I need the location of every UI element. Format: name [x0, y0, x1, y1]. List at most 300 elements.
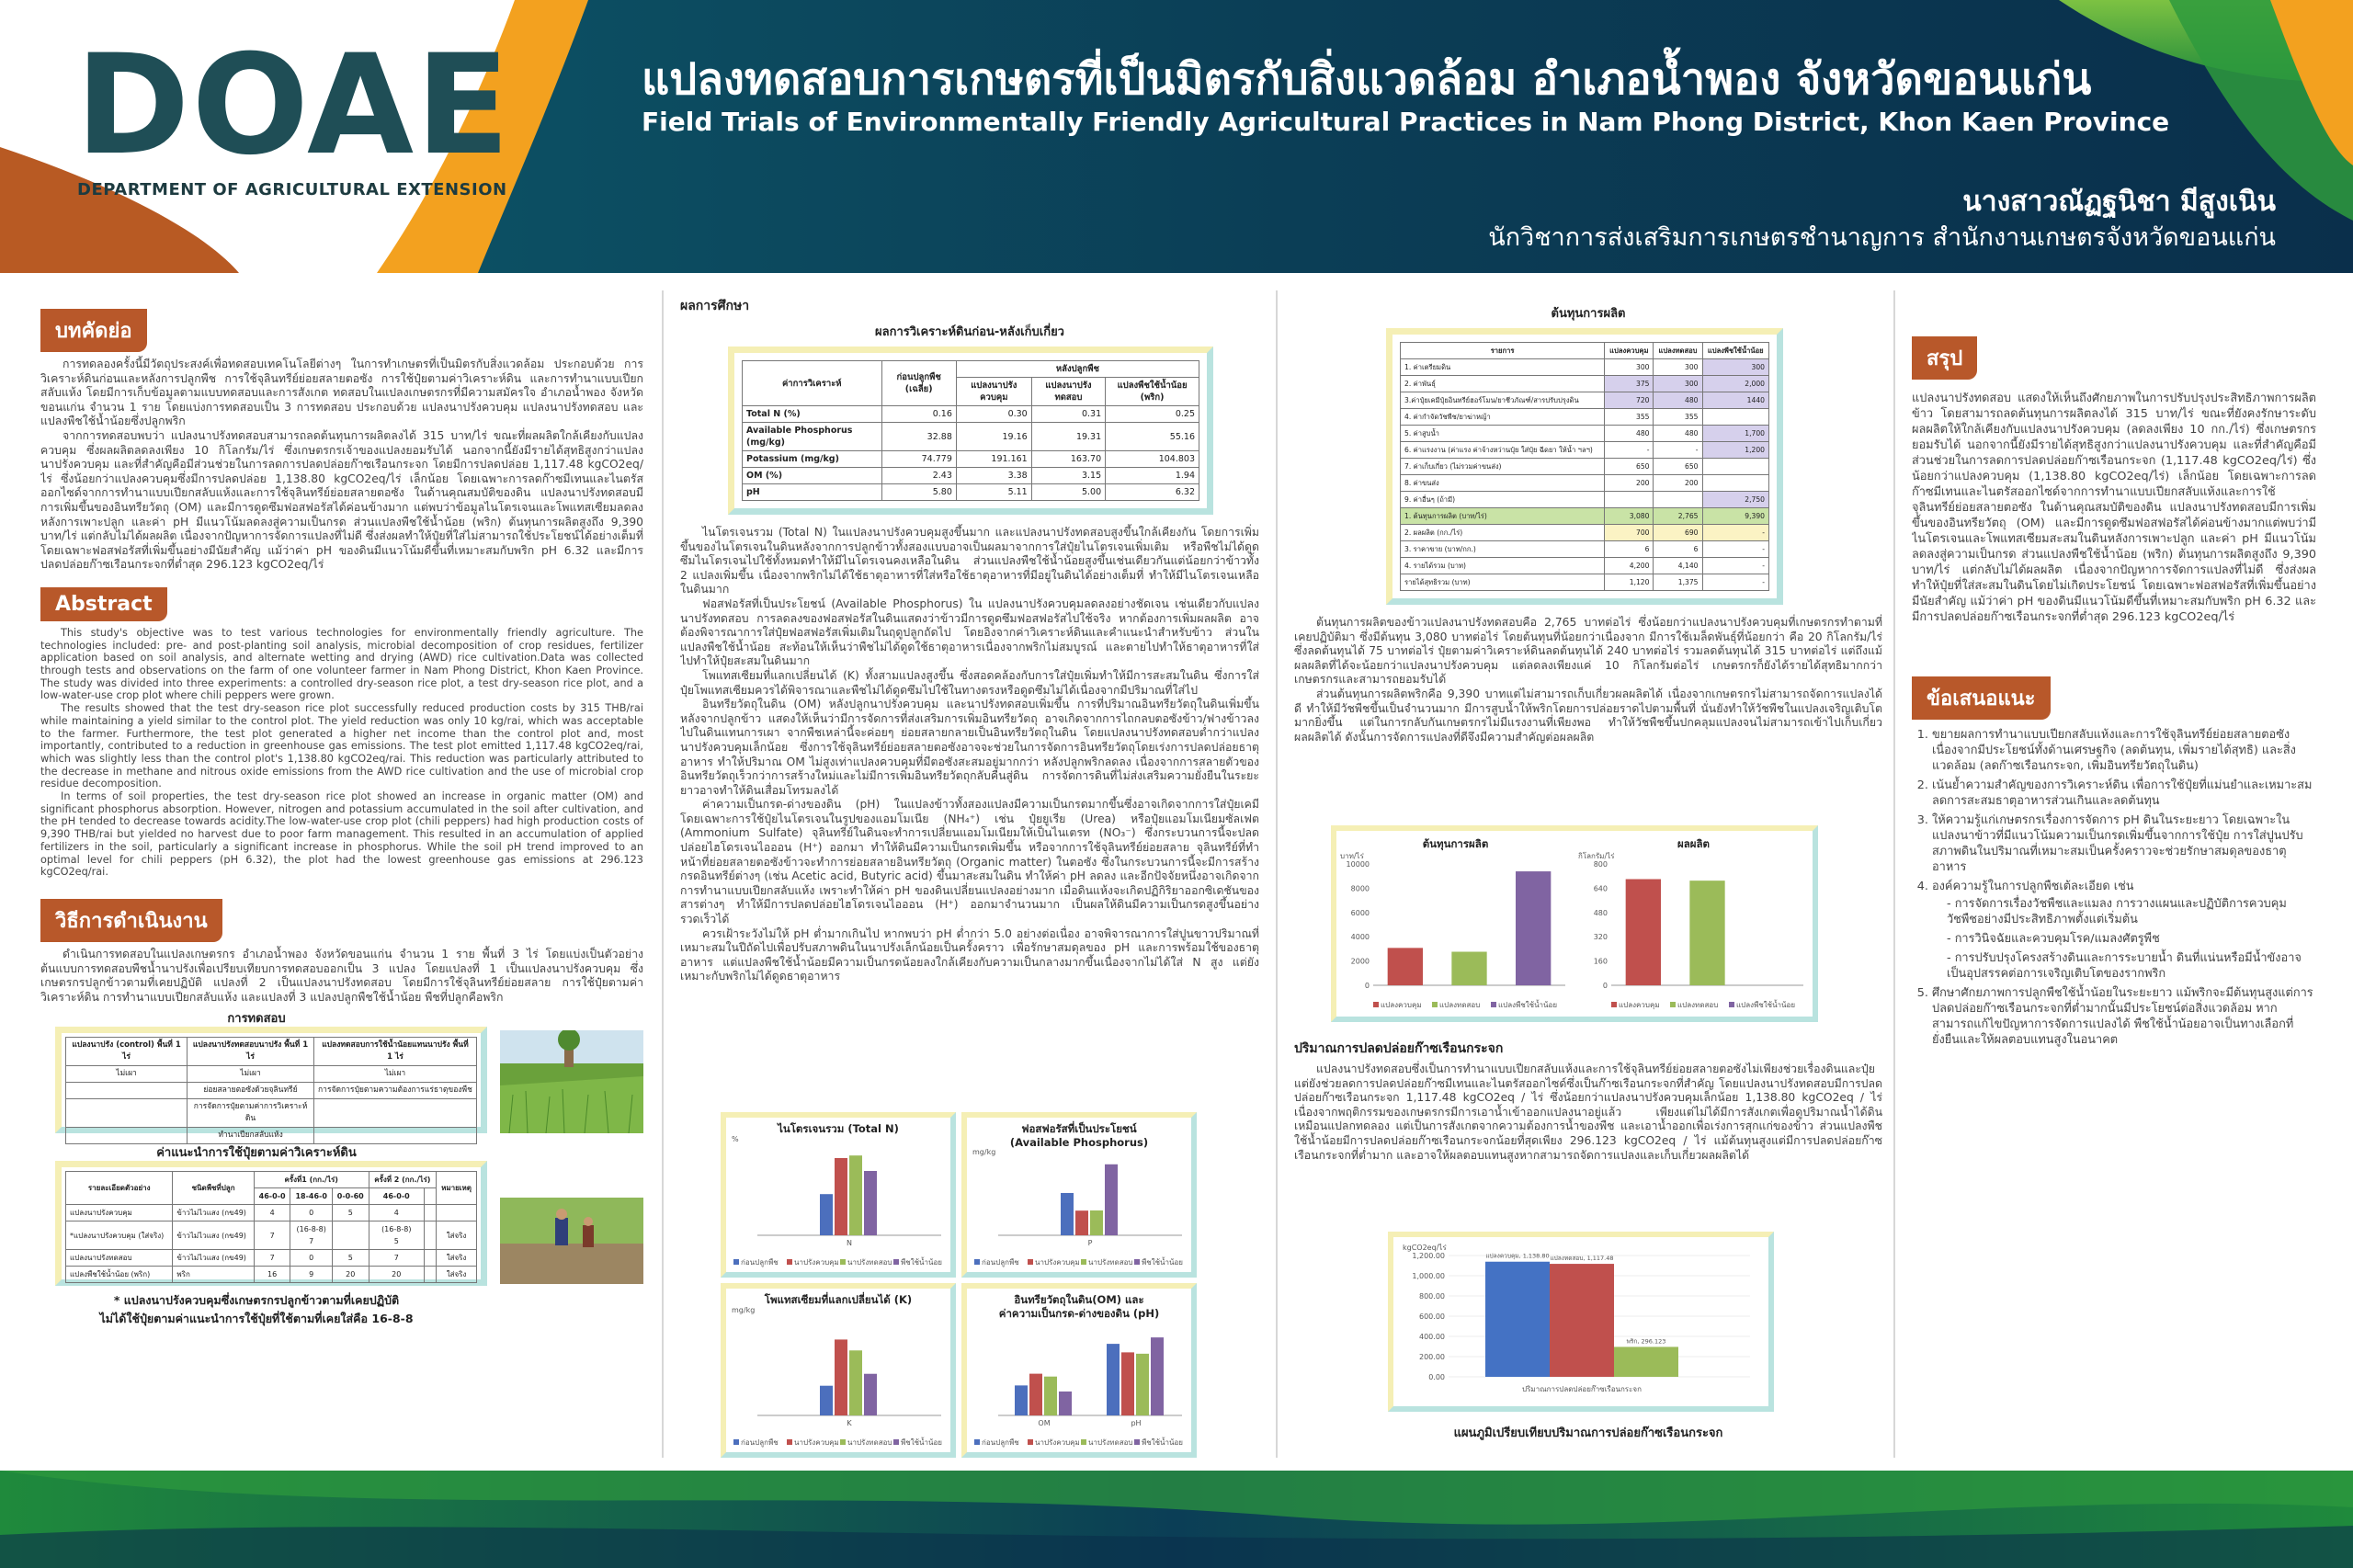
soil-table-frame — [728, 347, 1213, 515]
table-row — [1401, 541, 1769, 558]
cost-text-1: ต้นทุนการผลิตของข้าวแปลงนาปรังทดสอบคือ 2,765 บาทต่อไร่ ซึ่งน้อยกว่าแปลงนาปรังควบคุมที่เกษตรกรทำตามที่เคยปฏิบัติมา ซึ่งมีต้นทุน 3,080 บาทต่อไร่ โดยต้นทุนที่น้อยกว่าเนื่องจาก มีการใช้เมล็ดพันธุ์ที่น้อยกว่า คือ 20 กิโลกรัม/ไร่ ซึ่งลดต้นทุนได้ 75 บาทต่อไร่ ปุ๋ยตามค่าวิเคราะห์ดินลดต้นทุนได้ 240 บาทต่อไร่ รวมลดต้นทุนได้ 315 บาทต่อไร่ แต่ถึงแม้ผลผลิตที่ได้จะน้อยกว่าแปลงนาปรังควบคุม แต่ลดลงเพียงแค่ 10 กิโลกรัมต่อไร่ เกษตรกรก็ยังได้รายได้สุทธิมากกว่าเกษตรกรและสามารถยอมรับได้ — [1294, 616, 1882, 687]
y-tick-label: 200.00 — [1419, 1353, 1445, 1361]
fert-table-frame — [55, 1161, 487, 1286]
legend-swatch — [1373, 1002, 1379, 1007]
table-cell: 4,200 — [1605, 558, 1654, 574]
table-cell: 3.ค่าปุ๋ยเคมีปุ๋ยอินทรีย์ฮอร์โมน/ยาชีวภัณฑ์/สารปรับปรุงดิน — [1401, 392, 1605, 409]
table-row — [743, 484, 1199, 501]
recommendation-subitem: - การจัดการเรื่องวัชพืชและแมลง การวางแผนและปฏิบัติการควบคุมวัชพืชอย่างมีประสิทธิภาพตั้งแต่เริ่มต้น — [1947, 896, 2316, 927]
legend-swatch — [733, 1259, 739, 1265]
results-nitrogen-text: ไนโตรเจนรวม (Total N) ในแปลงนาปรังควบคุมสูงขึ้นมาก และแปลงนาปรังทดสอบสูงขึ้นใกล้เคียงกัน โดยการเพิ่มขึ้นของไนโตรเจนในดินหลังจากการปลูกข้าวทั้งสองแบบอาจเป็นผลมาจากการใส่ปุ๋ยไนโตรเจนเพิ่มเติม หรือพืชไม่ได้ดูดซึมไนโตรเจนไปใช้ทั้งหมดทำให้มีไนโตรเจนคงเหลือในดิน ส่วนแปลงพืชใช้น้ำน้อยสูงขึ้นเช่นเดียวกันแต่น้อยกว่าข้าวทั้ง 2 แปลงเพิ่มขึ้น เนื่องจากพริกไม่ได้ใช้ธาตุอาหารที่ใส่หรือใช้ธาตุอาหารที่มีอยู่ในดินได้อย่างเต็มที่ ทำให้มีไนโตรเจนเหลือในดินมาก — [680, 526, 1259, 597]
chart-bar — [1075, 1210, 1088, 1235]
abstract-th-p2: จากการทดสอบพบว่า แปลงนาปรังทดสอบสามารถลดต้นทุนการผลิตลงได้ 315 บาท/ไร่ ขณะที่ผลผลิตใกล้เคียงกับแปลงควบคุม ซึ่งผลผลิตลดลงเพียง 10 กิโลกรัม/ไร่ ซึ่งเกษตรกรเจ้าของแปลงยอมรับได้ นอกจากนี้ยังมีรายได้สุทธิสูงกว่าแปลงนาปรังควบคุม และที่สำคัญคือมีส่วนช่วยในการลดการปลดปล่อยก๊าซเรือนกระจก โดยมีการปลดปล่อย 1,117.48 kgCO2eq/ไร่ ซึ่งน้อยกว่าแปลงควบคุมซึ่งมีการปลดปล่อย 1,138.80 kgCO2eq/ไร่ เล็กน้อย โดยเฉพาะการลดก๊าซมีเทนและไนตรัสออกไซด์จากการทำนาแบบเปียกสลับแห้งและการใช้จุลินทรีย์ย่อยสลายตอซัง ในด้านคุณสมบัติของดิน แปลงนาปรังทดสอบมีการเพิ่มขึ้นของอินทรียวัตถุ (OM) และมีการดูดซึมฟอสฟอรัสได้ค่อนข้างมาก แต่พบว่าข้อมูลไนโตรเจนและโพแทสเซียมลดลงหลังการเพาะปลูก และค่า pH มีแนวโน้มลดลงสู่ความเป็นกรด ส่วนแปลงพืชใช้น้ำน้อย (พริก) ต้นทุนการผลิตสูงถึง 9,390 บาท/ไร่ แต่กลับไม่ได้ผลผลิต เนื่องจากปัญหาการจัดการแปลงที่ไม่ดี ซึ่งส่งผลทำให้ปุ๋ยที่ใส่ไม่สามารถใช้ประโยชน์ได้อย่างเต็มที่ โดยเฉพาะฟอสฟอรัสที่เพิ่มขึ้นอย่างมีนัยสำคัญ แม้ว่าค่า pH ของดินมีแนวโน้มดีขึ้นที่เหมาะสมกับพริก pH 6.32 และมีการปลดปล่อยก๊าซเรือนกระจกที่ต่ำสุด 296.123 kgCO2eq/ไร่ — [40, 428, 643, 572]
table-cell: 1,200 — [1702, 442, 1769, 459]
table-cell: พริก — [173, 1267, 254, 1283]
table-cell: ย่อยสลายตอซังด้วยจุลินทรีย์ — [188, 1083, 314, 1099]
chart-bar — [820, 1386, 833, 1415]
table-cell — [1605, 492, 1654, 508]
y-tick-label: 0.00 — [1428, 1373, 1445, 1381]
recommendation-item: 1. ขยายผลการทำนาแบบเปียกสลับแห้งและการใช้จุลินทรีย์ย่อยสลายตอซัง เนื่องจากมีประโยชน์ทั้งด้านเศรษฐกิจ (ลดต้นทุน, เพิ่มรายได้สุทธิ) และสิ่งแวดล้อม (ลดก๊าซเรือนกระจก, เพิ่มอินทรียวัตถุในดิน) — [1932, 727, 2316, 774]
table-cell — [1702, 409, 1769, 426]
title-thai: แปลงทดสอบการเกษตรที่เป็นมิตรกับสิ่งแวดล้อม อำเภอน้ำพอง จังหวัดขอนแก่น — [642, 54, 2092, 105]
test-table — [65, 1037, 477, 1144]
table-cell: 480 — [1654, 426, 1702, 442]
y-tick-label: 1,000.00 — [1412, 1272, 1445, 1280]
table-header-cell: รายละเอียดตัวอย่าง — [66, 1172, 173, 1205]
legend-label: แปลงทดสอบ — [1677, 1001, 1719, 1009]
table-cell: 5.00 — [1031, 484, 1105, 501]
table-row — [1401, 492, 1769, 508]
chart-bar — [1136, 1354, 1149, 1415]
y-tick-label: 160 — [1593, 957, 1608, 966]
table-cell: 2,000 — [1702, 376, 1769, 392]
table-cell: 3.15 — [1031, 468, 1105, 484]
table-header-cell — [424, 1188, 436, 1205]
y-tick-label: 0 — [1602, 982, 1608, 990]
table-cell: 4 — [369, 1205, 424, 1221]
fert-note-2: ไม่ได้ใช้ปุ๋ยตามค่าแนะนำการใช้ปุ๋ยที่ใช้ตามที่เคยใส่คือ 16-8-8 — [99, 1312, 414, 1326]
table-row — [1401, 426, 1769, 442]
x-tick-label: K — [847, 1419, 852, 1427]
photo-farmer — [500, 1198, 643, 1284]
section-heading-recommendations: ข้อเสนอแนะ — [1912, 676, 2051, 720]
section-heading-abstract-en: Abstract — [40, 587, 167, 621]
chart-bar — [1107, 1344, 1120, 1415]
table-cell: - — [1654, 442, 1702, 459]
results-ph-text: ค่าความเป็นกรด-ด่างของดิน (pH) ในแปลงข้าวทั้งสองแปลงมีความเป็นกรดมากขึ้นซึ่งอาจเกิดจากการใส่ปุ๋ยเคมี โดยเฉพาะการใช้ปุ๋ยไนโตรเจนในรูปของแอมโมเนีย (NH₄⁺) เช่น ปุ๋ยยูเรีย (Urea) หรือปุ๋ยแอมโมเนียมซัลเฟต (Ammonium Sulfate) จุลินทรีย์ในดินจะทำการเปลี่ยนแอมโมเนียมให้เป็นไนเตรท (NO₃⁻) ซึ่งกระบวนการนี้จะปลดปล่อยไฮโดรเจนไอออน (H⁺) ออกมา ทำให้ดินมีความเป็นกรดเพิ่มขึ้น หรือจากการใช้จุลินทรีย์ย่อยสลาย จุลินทรีย์ที่ทำหน้าที่ย่อยสลายตอซังข้าวจะทำการย่อยสลายอินทรียวัตถุ (Organic matter) ในตอซัง ซึ่งในกระบวนการนี้จะมีการสร้างกรดอินทรีย์ต่างๆ (เช่น Acetic acid, Butyric acid) ขึ้นมาสะสมในดิน ทำให้ค่า pH ลดลง และอีกปัจจัยหนึ่งอาจเกิดจากการทำนาแบบเปียกสลับแห้ง เพราะทำให้ค่า pH ของดินเปลี่ยนแปลงอย่างมาก เมื่อดินแห้งจะเกิดปฏิกิริยาออกซิเดชันของสารต่างๆ ทำให้มีการปลดปล่อยไฮโดรเจนไอออน (H⁺) ออกมาจำนวนมาก เป็นผลให้ดินมีความเป็นกรดสูงขึ้นอย่างรวดเร็วได้ — [680, 798, 1259, 926]
table-cell: 6.32 — [1106, 484, 1199, 501]
legend-swatch — [840, 1439, 846, 1445]
recommendation-item — [1932, 879, 2316, 982]
chart-title: โพแทสเซียมที่แลกเปลี่ยนได้ (K) — [764, 1293, 913, 1306]
summary-text: แปลงนาปรังทดสอบ แสดงให้เห็นถึงศักยภาพในการปรับปรุงประสิทธิภาพการผลิตข้าว โดยสามารถลดต้นทุนการผลิตลงได้ 315 บาท/ไร่ ขณะที่ยังคงรักษาระดับผลผลิตให้ใกล้เคียงกับแปลงนาปรังควบคุม (ลดลงเพียง 10 กก./ไร่) ซึ่งเกษตรกรยอมรับได้ นอกจากนี้ยังมีรายได้สุทธิสูงกว่าแปลงนาปรังควบคุม และที่สำคัญคือมีส่วนช่วยในการลดการปลดปล่อยก๊าซเรือนกระจก (1,117.48 kgCO2eq/ไร่) ซึ่งน้อยกว่าแปลงควบคุม (1,138.80 kgCO2eq/ไร่) เล็กน้อย โดยเฉพาะการลดก๊าซมีเทนและไนตรัสออกไซด์จากการทำนาแบบเปียกสลับแห้งและการใช้จุลินทรีย์ย่อยสลายตอซัง ในด้านคุณสมบัติของดิน แปลงนาปรังทดสอบมีการเพิ่มขึ้นของอินทรียวัตถุ (OM) และมีการดูดซึมฟอสฟอรัสได้ค่อนข้างมากแต่พบว่ามีไนโตรเจนและโพแทสเซียมสะสมในดินหลังการเพาะปลูก และค่า pH มีแนวโน้มลดลงสู่ความเป็นกรด ส่วนแปลงพืชใช้น้ำน้อย (พริก) ต้นทุนการผลิตสูงถึง 9,390 บาท/ไร่ แต่กลับไม่ได้ผลผลิต เนื่องจากปัญหาการจัดการแปลงที่ไม่ดี ซึ่งส่งผลทำให้ปุ๋ยที่ใส่สะสมในดินโดยไม่เกิดประโยชน์ โดยเฉพาะฟอสฟอรัสที่เพิ่มขึ้นอย่างมีนัยสำคัญ แม้ว่าค่า pH ของดินมีแนวโน้มดีขึ้นที่เหมาะสมกับพริก pH 6.32 และมีการปลดปล่อยก๊าซเรือนกระจกที่ต่ำสุด 296.123 kgCO2eq/ไร่ — [1912, 392, 2316, 624]
table-cell: - — [1702, 541, 1769, 558]
x-tick-label: pH — [1131, 1419, 1142, 1427]
y-tick-label: 10000 — [1346, 860, 1370, 869]
cost-table — [1400, 342, 1769, 591]
table-header-cell: หลังปลูกพืช — [956, 361, 1199, 378]
table-cell: 7 — [369, 1250, 424, 1267]
legend-label: แปลงพืชใช้น้ำน้อย — [1736, 1001, 1796, 1009]
table-cell: 1,700 — [1702, 426, 1769, 442]
legend-label: พืชใช้น้ำน้อย — [1142, 1258, 1183, 1267]
legend-swatch — [1081, 1439, 1086, 1445]
legend-swatch — [1611, 1002, 1617, 1007]
table-row — [66, 1083, 477, 1099]
doae-logo: DOAE — [75, 26, 512, 186]
table-cell: 2. ผลผลิต (กก./ไร่) — [1401, 525, 1605, 541]
legend-swatch — [733, 1439, 739, 1445]
chart-bar — [1151, 1337, 1164, 1415]
fert-table — [65, 1171, 477, 1283]
table-cell: OM (%) — [743, 468, 882, 484]
recommendation-sublist — [1932, 896, 2316, 982]
chart-bar — [1689, 881, 1724, 985]
abstract-en-p1: This study's objective was to test various technologies for environmentally friendly agriculture. The technologies included: pre- and post-planting soil analysis, microbial decomposition of crop residues, fertilizer application based on soil analysis, and alternate wetting and drying (AWD) rice cultivation.Data was collected through tests and observations on the farm of one volunteer farmer in Nam Phong District, Khon Kaen Province. The study was divided into three experiments: a controlled dry-season rice plot, a test dry-season rice plot, and a low-water-use crop plot where chili peppers were grown. — [40, 626, 643, 702]
legend-label: นาปรังทดสอบ — [1088, 1438, 1133, 1447]
recommendation-item: 5. ศึกษาศักยภาพการปลูกพืชใช้น้ำน้อยในระยะยาว แม้พริกจะมีต้นทุนสูงแต่การปลดปล่อยก๊าซเรือนกระจกที่ต่ำมากนั้นมีประโยชน์ต่อสิ่งแวดล้อม หากสามารถแก้ไขปัญหาการจัดการแปลงได้ พืชใช้น้ำน้อยอาจเป็นทางเลือกที่ยั่งยืนและให้ผลตอบแทนสูงในอนาคต — [1932, 985, 2316, 1048]
table-cell — [1702, 475, 1769, 492]
column-divider — [1276, 290, 1278, 1458]
chart-bar — [1044, 1377, 1057, 1415]
table-cell: 3. ราคาขาย (บาท/กก.) — [1401, 541, 1605, 558]
chart-unit-label: บาท/ไร่ — [1340, 852, 1364, 860]
table-cell: ใส่จริง — [437, 1221, 477, 1250]
table-cell: 4 — [254, 1205, 290, 1221]
legend-swatch — [893, 1259, 899, 1265]
table-header-row — [1401, 343, 1769, 359]
section-heading-abstract-th: บทคัดย่อ — [40, 309, 147, 352]
table-row — [66, 1250, 477, 1267]
chart-potassium — [721, 1283, 956, 1458]
table-cell: 16 — [254, 1267, 290, 1283]
results-om-text: อินทรียวัตถุในดิน (OM) หลังปลูกนาปรังควบคุม และนาปรังทดสอบเพิ่มขึ้น การที่ปริมาณอินทรียวัตถุในดินเพิ่มขึ้นหลังจากปลูกข้าว แสดงให้เห็นว่ามีการจัดการที่ส่งเสริมการเพิ่มอินทรียวัตถุ อาจเกิดจากการไถกลบตอซังข้าว/ฟางข้าวลงไปในดินแทนการเผา จากพืชเหล่านี้จะค่อยๆ ย่อยสลายกลายเป็นอินทรียวัตถุในดิน โดยแปลงนาปรังทดสอบต่ำกว่าแปลงนาปรังควบคุมเล็กน้อย ซึ่งการใช้จุลินทรีย์ย่อยสลายตอซังอาจจะช่วยในการจัดการอินทรียวัตถุโดยเร่งการปลดปล่อยธาตุอาหาร ทำให้ปริมาณ OM ไม่สูงเท่าแปลงควบคุมที่มีตอซังสะสมอยู่มากกว่า หลังปลูกพริกลดลง เนื่องจากการสลายตัวของอินทรียวัตถุเร็วกว่าการสร้างใหม่และไม่มีการเพิ่มอินทรียวัตถุกลับคืนสู่ดิน การจัดการดินที่ไม่ส่งเสริมความยั่งยืนในระยะยาวอาจทำให้ดินเสื่อมโทรมลงได้ — [680, 698, 1259, 797]
chart-bar — [1485, 1262, 1550, 1377]
legend-label: นาปรังควบคุม — [794, 1258, 839, 1267]
table-cell: 3,080 — [1605, 508, 1654, 525]
recommendation-item-text: องค์ความรู้ในการปลูกพืชเต้ละเอียด เช่น — [1932, 880, 2134, 893]
chart-title: ค่าความเป็นกรด-ด่างของดิน (pH) — [998, 1307, 1160, 1320]
table-cell: 0.30 — [956, 406, 1031, 423]
table-cell: 6. ค่าแรงงาน (ค่าแรง ค่าจ้างหว่านปุ๋ย ใส่ปุ๋ย ฉีดยา ให้น้ำ ฯลฯ) — [1401, 442, 1605, 459]
chart-cost-yield-frame — [1331, 825, 1818, 1022]
data-label: พริก, 296.123 — [1626, 1337, 1666, 1346]
photo-rice-field — [500, 1030, 643, 1133]
table-cell: 20 — [369, 1267, 424, 1283]
table-cell: 690 — [1654, 525, 1702, 541]
table-cell: 5 — [332, 1250, 369, 1267]
legend-label: พืชใช้น้ำน้อย — [1142, 1438, 1183, 1447]
table-cell: 1440 — [1702, 392, 1769, 409]
y-tick-label: 800.00 — [1419, 1292, 1445, 1301]
table-cell: 7 — [254, 1221, 290, 1250]
table-cell — [424, 1250, 436, 1267]
y-tick-label: 800 — [1593, 860, 1608, 869]
table-cell: 20 — [332, 1267, 369, 1283]
table-header-cell: ก่อนปลูกพืช (เฉลี่ย) — [881, 361, 956, 406]
table-cell — [424, 1267, 436, 1283]
table-cell: 104.803 — [1106, 451, 1199, 468]
table-cell — [424, 1205, 436, 1221]
table-row — [1401, 376, 1769, 392]
table-cell: 55.16 — [1106, 423, 1199, 451]
chart-ghg-frame — [1388, 1232, 1774, 1412]
table-cell: 1,120 — [1605, 574, 1654, 591]
table-cell: 9,390 — [1702, 508, 1769, 525]
poster-footer — [0, 1471, 2353, 1568]
y-tick-label: 480 — [1593, 908, 1608, 917]
methods-p1: ดำเนินการทดสอบในแปลงเกษตรกร อำเภอน้ำพอง จังหวัดขอนแก่น จำนวน 1 ราย พื้นที่ 3 ไร่ โดยแบ่งเป็นตัวอย่างต้นแบบการทดสอบพืชน้ำนาปรังเพื่อเปรียบเทียบการทดสอบออกเป็น 3 แปลง โดยแปลงที่ 1 เป็นแปลงนาปรังควบคุม ซึ่งเกษตรกรปลูกข้าวตามที่เคยปฏิบัติ แปลงที่ 2 เป็นแปลงนาปรังทดสอบ โดยมีการใช้จุลินทรีย์ย่อยสลาย การใช้ปุ๋ยตามค่าวิเคราะห์ดิน การทำนาแบบเปียกสลับแห้ง และแปลงที่ 3 แปลงปลูกพืชใช้น้ำน้อย พืชที่ปลูกคือพริก — [40, 947, 643, 1004]
table-cell: Total N (%) — [743, 406, 882, 423]
legend-label: นาปรังทดสอบ — [847, 1438, 892, 1447]
table-header-cell: หมายเหตุ — [437, 1172, 477, 1205]
results-potassium-text: โพแทสเซียมที่แลกเปลี่ยนได้ (K) ทั้งสามแปลงสูงขึ้น ซึ่งสอดคล้องกับการใส่ปุ๋ยเพิ่มทำให้มีการสะสมในดิน ซึ่งการใส่ปุ๋ยโพแทสเซียมควรได้พิจารณาและพืชไม่ได้ดูดซึมไปใช้ในทางตรงหรือดูดซึมไม่ได้เนื่องจากมีปริมาณที่ใส่ไป — [680, 668, 1259, 697]
legend-label: แปลงพืชใช้น้ำน้อย — [1498, 1001, 1558, 1009]
table-cell: 5. ค่าสูบน้ำ — [1401, 426, 1605, 442]
table-cell: ข้าวไม่ไวแสง (กข49) — [173, 1221, 254, 1250]
chart-bar — [849, 1350, 862, 1415]
column-abstract-methods — [40, 285, 643, 1461]
table-row — [1401, 574, 1769, 591]
poster-header — [0, 0, 2353, 273]
table-header-cell: ชนิดพืชที่ปลูก — [173, 1172, 254, 1205]
table-header-cell: แปลงควบคุม — [1605, 343, 1654, 359]
table-header-cell: แปลงนาปรังทดสอบ — [1031, 378, 1105, 406]
chart-om-ph — [961, 1283, 1197, 1458]
legend-swatch — [1491, 1002, 1496, 1007]
table-cell: 300 — [1702, 359, 1769, 376]
table-cell: 480 — [1654, 392, 1702, 409]
table-cell: 6 — [1605, 541, 1654, 558]
table-header-cell: 18-46-0 — [290, 1188, 332, 1205]
table-cell — [437, 1205, 477, 1221]
recommendation-subitem: - การวินิจฉัยและควบคุมโรค/แมลงศัตรูพืช — [1947, 931, 2316, 947]
ghg-chart-caption: แผนภูมิเปรียบเทียบปริมาณการปล่อยก๊าซเรือนกระจก — [1453, 1426, 1723, 1440]
table-cell: 19.31 — [1031, 423, 1105, 451]
table-cell: 300 — [1654, 376, 1702, 392]
table-cell: ไม่เผา — [66, 1066, 188, 1083]
legend-swatch — [1729, 1002, 1734, 1007]
table-header-cell: แปลงนาปรังควบคุม — [956, 378, 1031, 406]
legend-label: แปลงควบคุม — [1381, 1001, 1422, 1009]
table-cell: ข้าวไม่ไวแสง (กข49) — [173, 1250, 254, 1267]
chart-bar — [820, 1194, 833, 1235]
table-row — [1401, 359, 1769, 376]
table-cell: 19.16 — [956, 423, 1031, 451]
y-tick-label: 1,200.00 — [1412, 1252, 1445, 1260]
table-cell: 2. ค่าพันธุ์ — [1401, 376, 1605, 392]
table-cell: 1. ค่าเตรียมดิน — [1401, 359, 1605, 376]
column-divider — [662, 290, 664, 1458]
table-cell: Available Phosphorus (mg/kg) — [743, 423, 882, 451]
fert-table-caption: ค่าแนะนำการใช้ปุ๋ยตามค่าวิเคราะห์ดิน — [156, 1146, 357, 1161]
chart-available-p — [961, 1112, 1197, 1278]
legend-label: นาปรังควบคุม — [794, 1438, 839, 1447]
chart-bar — [849, 1155, 862, 1235]
abstract-en-p2: The results showed that the test dry-season rice plot successfully reduced production costs by 315 THB/rai while maintaining a yield similar to the control plot. The yield reduction was only 10 kg/rai, which was acceptable to the farmer. Furthermore, the test plot generated a higher net income than the control plot and, most importantly, contributed to a reduction in greenhouse gas emissions. The test plot emitted 1,117.48 kgCO2eq/rai, which was slightly less than the control plot's 1,138.80 kgCO2eq/rai. This reduction was particularly attributed to the decrease in methane and nitrous oxide emissions from the AWD rice cultivation and the use of microbial crop residue decomposition. — [40, 702, 643, 790]
table-row — [1401, 475, 1769, 492]
table-cell: 0 — [290, 1205, 332, 1221]
chart-title: ไนโตรเจนรวม (Total N) — [778, 1122, 899, 1135]
table-row — [1401, 508, 1769, 525]
section-heading-methods: วิธีการดำเนินงาน — [40, 899, 222, 942]
table-cell: 0.31 — [1031, 406, 1105, 423]
table-cell: (16-8-8) 7 — [290, 1221, 332, 1250]
chart-bar — [1451, 952, 1486, 985]
data-label: แปลงทดสอบ, 1,117.48 — [1550, 1255, 1614, 1263]
table-cell: - — [1702, 574, 1769, 591]
table-cell — [66, 1083, 188, 1099]
table-cell: - — [1702, 525, 1769, 541]
table-cell: 9. ค่าอื่นๆ (ถ้ามี) — [1401, 492, 1605, 508]
table-header-cell: แปลงทดสอบการใช้น้ำน้อยแทนนาปรัง พื้นที่ 1 ไร่ — [313, 1038, 476, 1066]
legend-swatch — [1670, 1002, 1676, 1007]
table-cell: *แปลงนาปรังควบคุม (ใส่จริง) — [66, 1221, 173, 1250]
legend-label: ก่อนปลูกพืช — [982, 1438, 1019, 1447]
table-cell: 4. ค่ากำจัดวัชพืช/ยาฆ่าหญ้า — [1401, 409, 1605, 426]
chart-unit-label: mg/kg — [972, 1148, 996, 1156]
legend-label: นาปรังทดสอบ — [847, 1258, 892, 1267]
soil-analysis-table — [742, 360, 1199, 501]
soil-table-caption: ผลการวิเคราะห์ดินก่อน-หลังเก็บเกี่ยว — [875, 325, 1064, 339]
chart-unit-label: mg/kg — [732, 1306, 756, 1314]
table-header-cell: แปลงนาปรังทดสอบนาปรัง พื้นที่ 1 ไร่ — [188, 1038, 314, 1066]
table-cell: Potassium (mg/kg) — [743, 451, 882, 468]
table-cell: 375 — [1605, 376, 1654, 392]
table-header-cell: 0-0-60 — [332, 1188, 369, 1205]
chart-bar — [1105, 1165, 1118, 1235]
chart-unit-label: % — [732, 1135, 739, 1143]
table-cell: 300 — [1654, 359, 1702, 376]
table-row — [66, 1267, 477, 1283]
table-cell: ข้าวไม่ไวแสง (กข49) — [173, 1205, 254, 1221]
chart-bar — [1059, 1392, 1072, 1415]
recommendation-subitem: - การปรับปรุงโครงสร้างดินและการระบายน้ำ ดินที่แน่นหรือมีน้ำขังอาจเป็นอุปสรรคต่อการเจริญเติบโตของรากพริก — [1947, 950, 2316, 982]
table-row — [743, 451, 1199, 468]
table-header-cell: รายการ — [1401, 343, 1605, 359]
results-heading: ผลการศึกษา — [680, 299, 750, 313]
table-cell — [424, 1221, 436, 1250]
chart-title: ฟอสฟอรัสที่เป็นประโยชน์ — [1021, 1122, 1137, 1135]
table-header-cell: ค่าการวิเคราะห์ — [743, 361, 882, 406]
table-header-row — [743, 361, 1199, 378]
column-divider — [1893, 290, 1895, 1458]
table-cell: 720 — [1605, 392, 1654, 409]
y-tick-label: 0 — [1364, 982, 1370, 990]
legend-label: นาปรังทดสอบ — [1088, 1258, 1133, 1267]
abstract-th-p1: การทดลองครั้งนี้มีวัตถุประสงค์เพื่อทดสอบเทคโนโลยีต่างๆ ในการทำเกษตรที่เป็นมิตรกับสิ่งแวดล้อม ประกอบด้วย การวิเคราะห์ดินก่อนและหลังการปลูกพืช การใช้จุลินทรีย์ย่อยสลายตอซัง การใช้ปุ๋ยตามค่าวิเคราะห์ดิน และการทำนาแบบเปียกสลับแห้ง โดยมีการเก็บข้อมูลตามแบบทดสอบและการสังเกต ทดสอบในแปลงเกษตรกรที่มีความสมัครใจ อำเภอน้ำพอง จังหวัดขอนแก่น จำนวน 1 ราย โดยแบ่งการทดสอบเป็น 3 การทดสอบ ประกอบด้วย แปลงนาปรังควบคุม แปลงนาปรังทดสอบ และแปลงพืชใช้น้ำน้อยซึ่งปลูกพริก — [40, 358, 643, 428]
legend-label: แปลงทดสอบ — [1439, 1001, 1481, 1009]
table-cell: 2,765 — [1654, 508, 1702, 525]
table-cell: 480 — [1605, 426, 1654, 442]
chart-bar — [1061, 1193, 1074, 1235]
table-header-cell: ครั้งที่ 2 (กก./ไร่) — [369, 1172, 436, 1188]
abstract-en-p3: In terms of soil properties, the test dry-season rice plot showed an increase in organic matter (OM) and significant phosphorus absorption. However, nitrogen and potassium accumulated in the soil after cultivation, and the pH tended to decrease towards acidity.The low-water-use crop plot (chili peppers) had high production costs of 9,390 THB/rai but yielded no harvest due to poor farm management. This resulted in an accumulation of applied fertilizers in the soil, particularly a significant increase in phosphorus. While the soil pH trend improved to an optimal level for chili peppers (pH 6.32), the plot had the lowest greenhouse gas emissions at 296.123 kgCO2eq/rai. — [40, 790, 643, 879]
legend-swatch — [1081, 1259, 1086, 1265]
test-table-caption: การทดสอบ — [227, 1012, 286, 1027]
table-cell: แปลงพืชใช้น้ำน้อย (พริก) — [66, 1267, 173, 1283]
table-row — [66, 1099, 477, 1128]
table-cell: 0 — [290, 1250, 332, 1267]
table-cell: pH — [743, 484, 882, 501]
y-tick-label: 2000 — [1350, 957, 1370, 966]
table-row — [66, 1066, 477, 1083]
table-cell: 9 — [290, 1267, 332, 1283]
table-row — [1401, 392, 1769, 409]
y-tick-label: 6000 — [1350, 908, 1370, 917]
table-header-cell: 46-0-0 — [369, 1188, 424, 1205]
table-header-cell: 46-0-0 — [254, 1188, 290, 1205]
chart-bar — [1626, 880, 1661, 986]
recommendation-list — [1912, 727, 2316, 1048]
chart-title: ผลผลิต — [1677, 837, 1711, 850]
table-cell: ไม่เผา — [188, 1066, 314, 1083]
table-cell: 74.779 — [881, 451, 956, 468]
table-cell: 2,750 — [1702, 492, 1769, 508]
chart-bar — [1550, 1264, 1614, 1377]
table-cell: 650 — [1654, 459, 1702, 475]
table-cell: 5.80 — [881, 484, 956, 501]
chart-title: ต้นทุนการผลิต — [1422, 837, 1489, 850]
ghg-section — [1294, 1039, 1882, 1163]
author-name: นางสาวณัฏฐนิชา มีสูงเนิน — [1962, 186, 2276, 218]
table-header-cell: แปลงพืชใช้น้ำน้อย — [1702, 343, 1769, 359]
table-cell: รายได้สุทธิรวม (บาท) — [1401, 574, 1605, 591]
table-cell: 5.11 — [956, 484, 1031, 501]
chart-bar — [1015, 1385, 1028, 1415]
recommendation-item: 3. ให้ความรู้แก่เกษตรกรเรื่องการจัดการ pH ดินในระยะยาว โดยเฉพาะในแปลงนาข้าวที่มีแนวโน้มความเป็นกรดเพิ่มขึ้นจากการใช้ปุ๋ย การใส่ปูนปรับสภาพดินในปริมาณที่เหมาะสมเป็นครั้งคราวจะช่วยรักษาสมดุลของธาตุอาหาร — [1932, 812, 2316, 875]
table-cell: ใส่จริง — [437, 1250, 477, 1267]
legend-swatch — [787, 1259, 792, 1265]
table-cell: (16-8-8) 5 — [369, 1221, 424, 1250]
table-header-cell: แปลงทดสอบ — [1654, 343, 1702, 359]
y-tick-label: 4000 — [1350, 933, 1370, 942]
table-cell: 355 — [1654, 409, 1702, 426]
legend-swatch — [974, 1439, 980, 1445]
table-header-cell: แปลงนาปรัง (control) พื้นที่ 1 ไร่ — [66, 1038, 188, 1066]
table-cell: 1,375 — [1654, 574, 1702, 591]
table-cell: 700 — [1605, 525, 1654, 541]
legend-label: นาปรังควบคุม — [1035, 1258, 1080, 1267]
table-cell: 200 — [1605, 475, 1654, 492]
chart-title: อินทรียวัตถุในดิน(OM) และ — [1014, 1293, 1144, 1306]
chart-bar — [1614, 1346, 1678, 1377]
chart-total-n — [721, 1112, 956, 1278]
table-cell: แปลงนาปรังควบคุม — [66, 1205, 173, 1221]
table-cell: 650 — [1605, 459, 1654, 475]
cost-text-2: ส่วนต้นทุนการผลิตพริกคือ 9,390 บาทแต่ไม่สามารถเก็บเกี่ยวผลผลิตได้ เนื่องจากเกษตรกรไม่สามารถจัดการแปลงได้ดี ทำให้มีวัชพืชขึ้นเป็นจำนวนมาก มีการสูบน้ำให้พริกโดยการปล่อยราดไปตามพื้นที่ นั่นยังทำให้วัชพืชในแปลงเจริญเติบโตมากยิ่งขึ้น แต่ในการกลับกันเกษตรกรไม่มีแรงงานที่เพียงพอ ทำให้วัชพืชขึ้นปกคลุมแปลงจนไม่สามารถเข้าไปเก็บเกี่ยวผลผลิตได้ ดังนั้นการจัดการแปลงที่ดีจึงมีความสำคัญต่อผลผลิต — [1294, 687, 1882, 744]
y-tick-label: 8000 — [1350, 884, 1370, 893]
table-cell: ทำนาเปียกสลับแห้ง — [188, 1128, 314, 1144]
table-cell: 163.70 — [1031, 451, 1105, 468]
ghg-text: แปลงนาปรังทดสอบซึ่งเป็นการทำนาแบบเปียกสลับแห้งและการใช้จุลินทรีย์ย่อยสลายตอซังไม่เพียงช่วยเรื่องดินและปุ๋ย แต่ยังช่วยลดการปลดปล่อยก๊าซมีเทนและไนตรัสออกไซด์ซึ่งเป็นก๊าซเรือนกระจกที่สำคัญ โดยแปลงนาปรังทดสอบมีการปลดปล่อยก๊าซเรือนกระจก 1,117.48 kgCO2eq / ไร่ ซึ่งน้อยกว่าแปลงนาปรังควบคุมเล็กน้อย 1,138.80 kgCO2eq / ไร่ เนื่องจากพฤติกรรมของเกษตรกรมีการเอาน้ำเข้าออกแปลงนาอยู่แล้ว เพียงแต่ไม่ได้มีการสังเกตเพื่อดูปริมาณน้ำได้ดินเหมือนแปลกทดลอง แต่เป็นการสังเกตจากความต้องการน้ำของพืช และเอาน้ำออกเพื่อเร่งการสุกแก่ของข้าว ส่วนแปลงพืชใช้น้ำน้อยมีการปลดปล่อยก๊าซเรือนกระจกน้อยที่สุดเพียง 296.123 kgCO2eq / ไร่ แม้ต้นทุนสูงแต่มีการปลดปล่อยก๊าซเรือนกระจกที่ต่ำมาก และอาจให้ผลตอบแทนสูงหากสามารถจัดการแปลงและเก็บเกี่ยวผลผลิตได้ — [1294, 1062, 1882, 1162]
chart-bar — [1388, 948, 1423, 985]
x-tick-label: P — [1087, 1239, 1093, 1247]
table-cell — [66, 1128, 188, 1144]
table-cell: ใส่จริง — [437, 1267, 477, 1283]
table-row — [1401, 442, 1769, 459]
chart-bar — [864, 1171, 877, 1235]
table-cell: 6 — [1654, 541, 1702, 558]
legend-label: พืชใช้น้ำน้อย — [901, 1258, 942, 1267]
table-header-cell: แปลงพืชใช้น้ำน้อย (พริก) — [1106, 378, 1199, 406]
table-cell: 3.38 — [956, 468, 1031, 484]
table-cell: 0.16 — [881, 406, 956, 423]
table-cell: 8. ค่าขนส่ง — [1401, 475, 1605, 492]
legend-label: ก่อนปลูกพืช — [982, 1258, 1019, 1267]
chart-bar — [1121, 1352, 1134, 1415]
x-axis-label: ปริมาณการปลดปล่อยก๊าซเรือนกระจก — [1522, 1385, 1642, 1393]
table-cell: 191.161 — [956, 451, 1031, 468]
legend-swatch — [1134, 1439, 1140, 1445]
table-cell: 7 — [254, 1250, 290, 1267]
chart-bar — [1090, 1210, 1103, 1235]
table-row — [1401, 558, 1769, 574]
table-row — [743, 406, 1199, 423]
table-cell: - — [1702, 558, 1769, 574]
table-cell: ไม่เผา — [313, 1066, 476, 1083]
table-row — [1401, 409, 1769, 426]
x-tick-label: N — [847, 1239, 852, 1247]
table-cell: 7. ค่าเก็บเกี่ยว (ไม่รวมค่าขนส่ง) — [1401, 459, 1605, 475]
fert-note-1: * แปลงนาปรังควบคุมซึ่งเกษตรกรปลูกข้าวตามที่เคยปฏิบัติ — [113, 1293, 400, 1308]
legend-swatch — [1028, 1439, 1033, 1445]
chart-bar — [1029, 1374, 1042, 1415]
table-cell: แปลงนาปรังทดสอบ — [66, 1250, 173, 1267]
table-cell: - — [1605, 442, 1654, 459]
y-tick-label: 640 — [1593, 884, 1608, 893]
section-heading-summary: สรุป — [1912, 336, 1977, 380]
